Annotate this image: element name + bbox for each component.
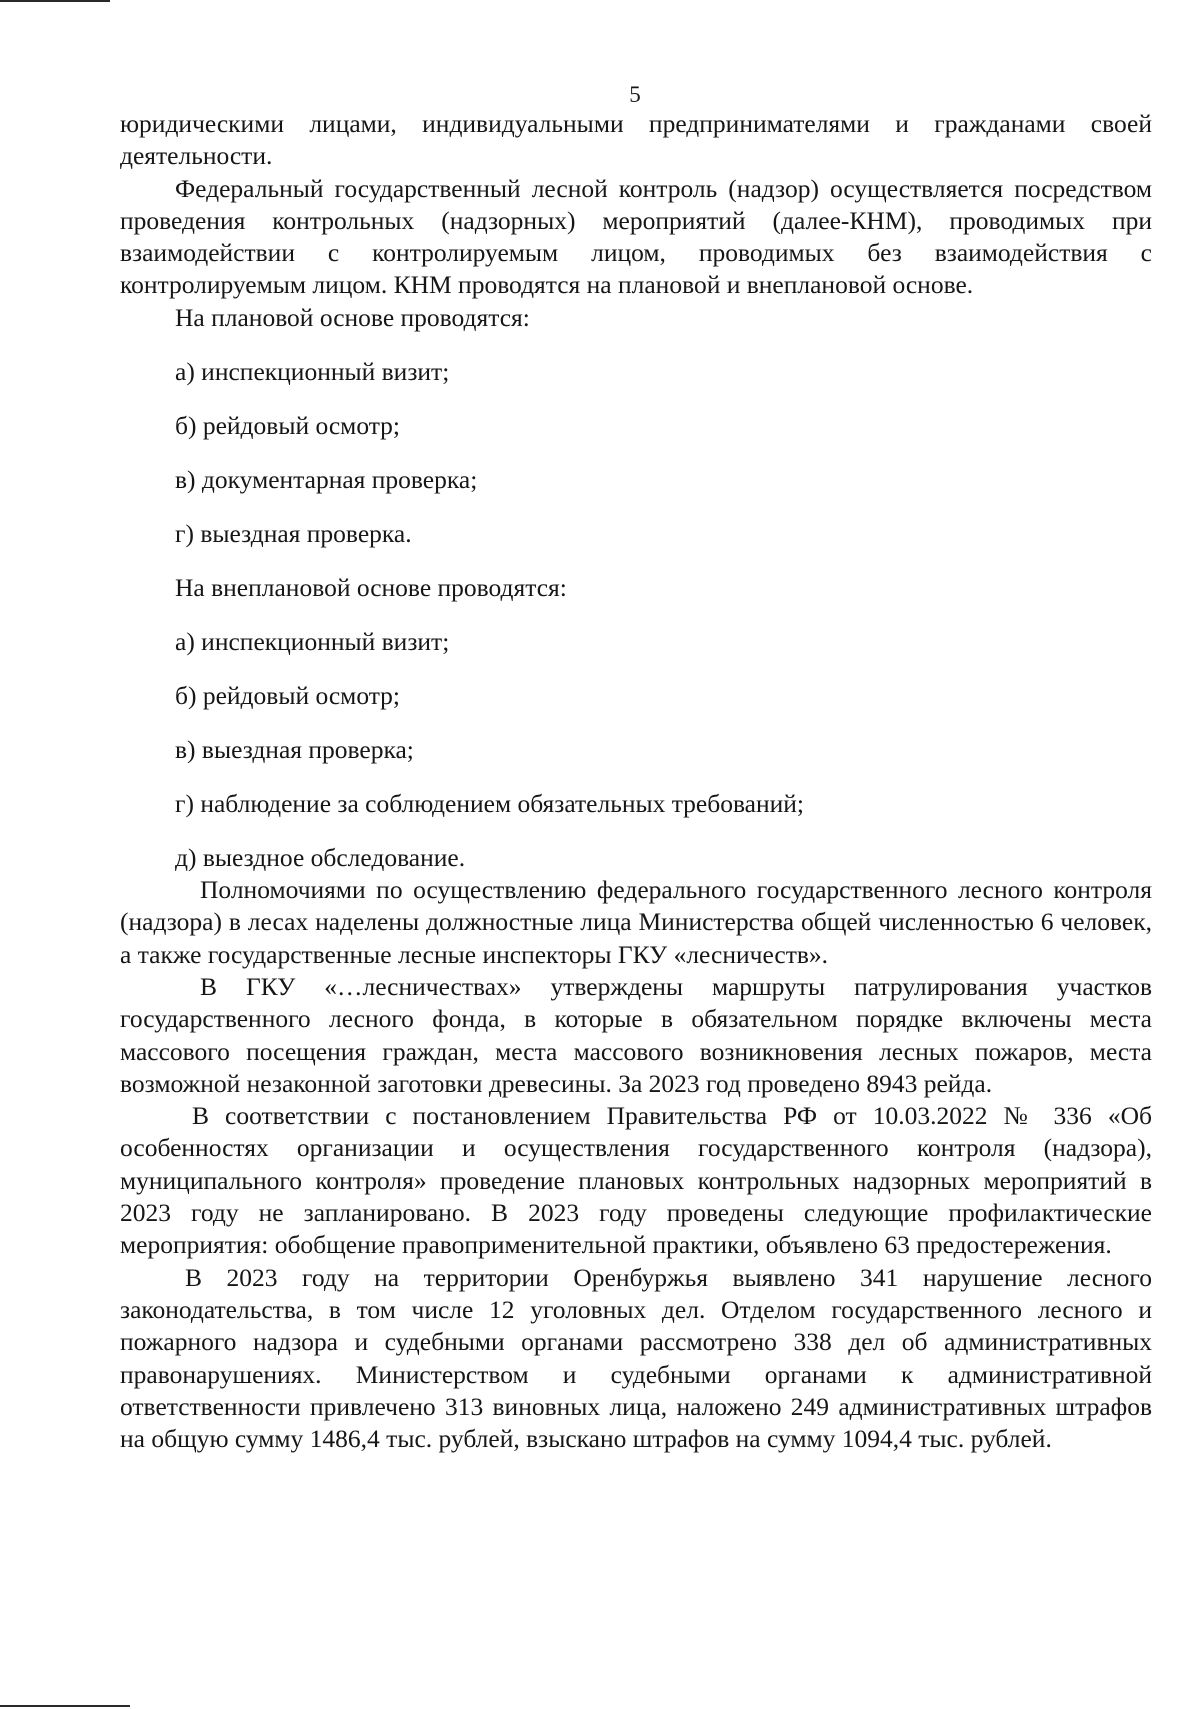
list-item: б) рейдовый осмотр; bbox=[175, 411, 401, 441]
list-item: б) рейдовый осмотр; bbox=[175, 681, 401, 711]
list-item: а) инспекционный визит; bbox=[175, 357, 450, 387]
list-item: в) документарная проверка; bbox=[175, 465, 478, 495]
list-item: а) инспекционный визит; bbox=[175, 627, 450, 657]
paragraph-violations-2023: В 2023 году на территории Оренбуржья выявлено 341 нарушение лесного законодательства, в том числе 12 уголовных дел. Отделом государственного лесного и пожарного надзора и судебными органами рассмотрено 338 дел об административных правонарушениях. Министерством и судебными органами к административной ответственности привлечено 313 виновных лица, наложено 249 административных штрафов на общую сумму 1486,4 тыс. рублей, взыскано штрафов на сумму 1094,4 тыс. рублей. bbox=[120, 1262, 1152, 1454]
planned-list bbox=[120, 356, 1152, 550]
paragraph-authorities: Полномочиями по осуществлению федерального государственного лесного контроля (надзора) в лесах наделены должностные лица Министерства общей численностью 6 человек, а также государственные лесные инспекторы ГКУ «лесничеств». bbox=[120, 875, 1152, 969]
page-number: 5 bbox=[629, 82, 641, 107]
document-body bbox=[120, 108, 1152, 1455]
unplanned-list bbox=[120, 626, 1152, 874]
list-item: в) выездная проверка; bbox=[175, 735, 414, 765]
paragraph-federal-control: Федеральный государственный лесной контроль (надзор) осуществляется посредством проведения контрольных (надзорных) мероприятий (далее-КНМ), проводимых при взаимодействии с контролируемым лицом, проводимых без взаимодействия с контролируемым лицом. КНМ проводятся на плановой и внеплановой основе. bbox=[120, 173, 1152, 300]
unplanned-list-intro: На внеплановой основе проводятся: bbox=[175, 573, 567, 603]
paragraph-patrol-routes: В ГКУ «…лесничествах» утверждены маршруты патрулирования участков государственного лесного фонда, в которые в обязательном порядке включены места массового посещения граждан, места массового возникновения лесных пожаров, места возможной незаконной заготовки древесины. За 2023 год проведено 8943 рейда. bbox=[120, 971, 1152, 1098]
planned-list-intro: На плановой основе проводятся: bbox=[175, 302, 530, 332]
paragraph-government-decree: В соответствии с постановлением Правительства РФ от 10.03.2022 № 336 «Об особенностях организации и осуществления государственного контроля (надзора), муниципального контроля» проведение плановых контрольных надзорных мероприятий в 2023 году не запланировано. В 2023 году проведены следующие профилактические мероприятия: обобщение правоприменительной практики, объявлено 63 предостережения. bbox=[120, 1101, 1152, 1260]
list-item: д) выездное обследование. bbox=[175, 843, 466, 873]
scan-edge-bottom bbox=[0, 1705, 130, 1707]
list-item: г) выездная проверка. bbox=[175, 519, 412, 549]
list-item: г) наблюдение за соблюдением обязательных требований; bbox=[175, 789, 805, 819]
scan-edge-top bbox=[0, 0, 110, 2]
paragraph-continuation: юридическими лицами, индивидуальными предпринимателями и гражданами своей деятельности. bbox=[120, 109, 1152, 171]
